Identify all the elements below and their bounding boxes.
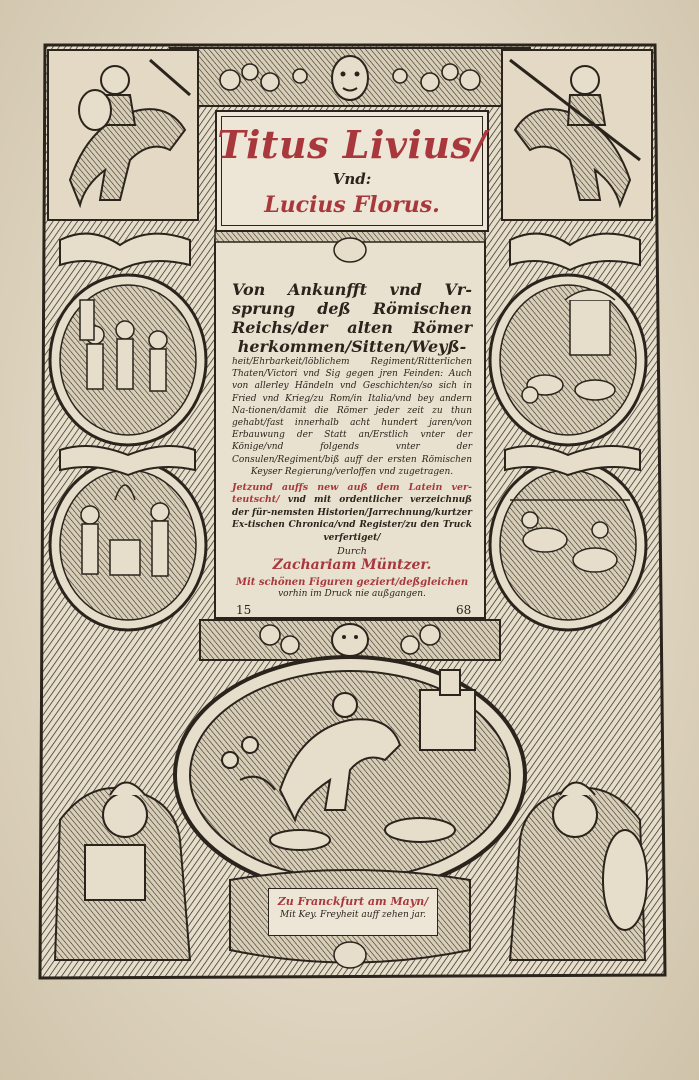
title-conjunction: Vnd: xyxy=(332,170,372,188)
illustration-note: Mit schönen Figuren geziert/deßgleichen xyxy=(235,577,469,589)
mask-ornament-center xyxy=(334,238,366,262)
mask-ornament-lower xyxy=(332,624,368,656)
year-second-half: 68 xyxy=(456,603,472,617)
year-first-half: 15 xyxy=(236,603,252,617)
title-main: Titus Livius/ xyxy=(217,122,487,167)
imprint-place: Zu Franckfurt am Mayn/ xyxy=(277,895,429,908)
by-line: Durch xyxy=(337,546,367,558)
title-cartouche xyxy=(215,110,489,232)
translation-note: vnd mit ordentlicher verzeichnuß der für-nemsten Historien/Jarrechnung/kurtzer Ex-tischen Chronica/vnd Register/zu den Truck verfertiget/ xyxy=(232,495,473,543)
illustration-note-continued: vorhin im Druck nie außgangen. xyxy=(278,589,426,600)
title-second-author: Lucius Florus. xyxy=(264,192,440,218)
mask-ornament-top xyxy=(332,56,368,100)
horseman-top-left xyxy=(48,50,198,220)
title-page-text xyxy=(232,280,472,599)
medallion-left-upper xyxy=(50,275,206,445)
imprint-cartouche xyxy=(268,888,438,936)
description-text: heit/Ehrbarkeit/löblichem Regiment/Ritterlichen Thaten/Victori vnd Sig gegen jren Feinden: Auch von allerley Händeln vnd Geschichten/so sich in Fried vnd Krieg/zu Rom/in Italia/vnd bey andern Na-tionen/damit die Römer jeder zeit zu thun gehabt/fast innerhalb acht hundert jaren/von Erbauwung der Statt an/Erstlich vnter der Könige/vnd folgends vnter der Consulen/Regiment/biß auff der ersten Römischen Keyser Regierung/verloffen vnd zugetragen. xyxy=(232,357,472,477)
medallion-right-lower xyxy=(490,460,646,630)
translator-name: Zachariam Müntzer. xyxy=(272,557,432,574)
horseman-top-right xyxy=(502,50,652,220)
lead-heading: Von Ankunfft vnd Vr-sprung deß Römischen Reichs/der alten Römer herkommen/Sitten/Weyß- xyxy=(232,280,472,356)
imprint-privilege: Mit Key. Freyheit auff zehen jar. xyxy=(279,910,426,920)
battle-medallion xyxy=(175,657,525,893)
translation-note-red: Jetzund auffs new auß dem Latein ver-teutscht/ xyxy=(232,482,472,506)
medallion-right-upper xyxy=(490,275,646,445)
medallion-left-lower xyxy=(50,460,206,630)
mask-ornament-bottom xyxy=(334,942,366,968)
